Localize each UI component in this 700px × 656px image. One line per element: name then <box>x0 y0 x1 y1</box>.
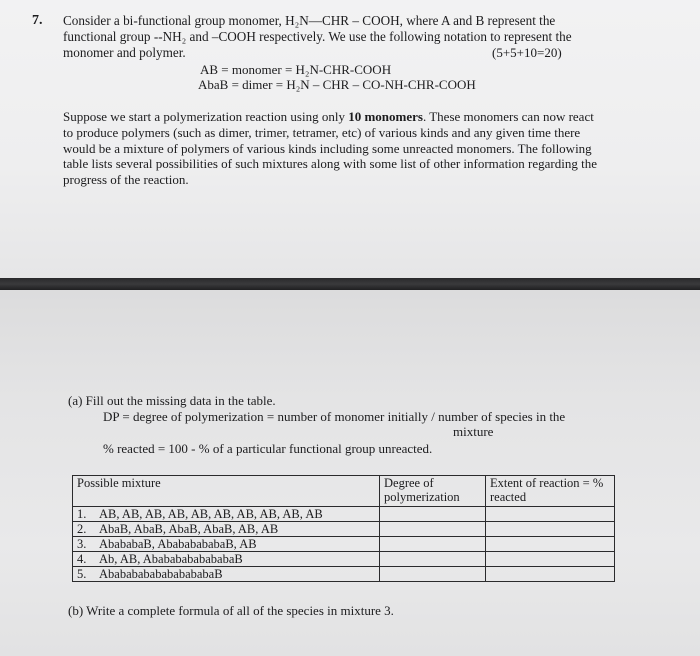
extent-cell[interactable] <box>486 522 615 537</box>
row-number: 3. <box>77 537 87 551</box>
mixture-text: AbababababababababaB <box>99 567 223 581</box>
part-a-title: (a) Fill out the missing data in the table. <box>68 393 276 408</box>
paragraph-text-end: . These monomers can now react to produce polymers (such as dimer, trimer, tetramer, etc) of various kinds and any given time there would be a mixture of polymers of various kinds including some unreacted monomers. The following table lists several possibilities of such mixtures along with some list of other information regarding the progress of the reaction. <box>63 109 597 188</box>
header-extent-of-reaction: Extent of reaction = % reacted <box>486 476 615 507</box>
row-number: 4. <box>77 552 87 566</box>
header-possible-mixture: Possible mixture <box>73 476 380 507</box>
dp-definition: DP = degree of polymerization = number of monomer initially / number of species in the <box>103 409 566 424</box>
mixture-text: AB, AB, AB, AB, AB, AB, AB, AB, AB, AB <box>99 507 323 521</box>
table-row <box>73 537 615 552</box>
dp-cell[interactable] <box>380 567 486 582</box>
header-degree-of-polymerization: Degree of polymerization <box>380 476 486 507</box>
table-row <box>73 552 615 567</box>
paragraph-text-start: Suppose we start a polymerization reaction using only <box>63 109 349 124</box>
reacted-definition: % reacted = 100 - % of a particular functional group unreacted. <box>103 441 433 456</box>
dp-cell[interactable] <box>380 552 486 567</box>
paragraph-bold-monomers: 10 monomers <box>348 109 423 124</box>
row-number: 5. <box>77 567 87 581</box>
part-b-title: (b) Write a complete formula of all of the species in mixture 3. <box>68 603 394 618</box>
table-row <box>73 522 615 537</box>
question-paragraph <box>63 109 603 188</box>
table-header-row <box>73 476 615 507</box>
question-number: 7. <box>32 13 43 28</box>
table-row <box>73 507 615 522</box>
question-marks: (5+5+10=20) <box>492 45 562 60</box>
extent-cell[interactable] <box>486 507 615 522</box>
mixture-cell <box>73 537 380 552</box>
notation-dimer: AbaB = dimer = H₂N – CHR – CO-NH-CHR-COOH <box>198 77 476 92</box>
mixture-cell <box>73 507 380 522</box>
row-number: 1. <box>77 507 87 521</box>
table-row <box>73 567 615 582</box>
mixture-text: Ab, AB, AbababababababaB <box>99 552 243 566</box>
dp-definition-continuation: mixture <box>453 424 494 439</box>
mixture-cell <box>73 522 380 537</box>
mixture-cell <box>73 552 380 567</box>
row-number: 2. <box>77 522 87 536</box>
mixture-cell <box>73 567 380 582</box>
page-bottom-section <box>0 290 700 656</box>
question-intro: Consider a bi-functional group monomer, H₂N—CHR – COOH, where A and B represent the functional group --NH₂ and –COOH respectively. We use the following notation to represent the monomer and polymer. <box>63 13 572 60</box>
dp-cell[interactable] <box>380 522 486 537</box>
extent-cell[interactable] <box>486 567 615 582</box>
mixture-table <box>72 475 615 582</box>
dp-cell[interactable] <box>380 507 486 522</box>
mixture-text: AbababaB, AbababababaB, AB <box>99 537 257 551</box>
dp-cell[interactable] <box>380 537 486 552</box>
extent-cell[interactable] <box>486 552 615 567</box>
notation-monomer: AB = monomer = H₂N-CHR-COOH <box>200 62 392 77</box>
mixture-text: AbaB, AbaB, AbaB, AbaB, AB, AB <box>99 522 279 536</box>
extent-cell[interactable] <box>486 537 615 552</box>
page-divider-band <box>0 278 700 290</box>
